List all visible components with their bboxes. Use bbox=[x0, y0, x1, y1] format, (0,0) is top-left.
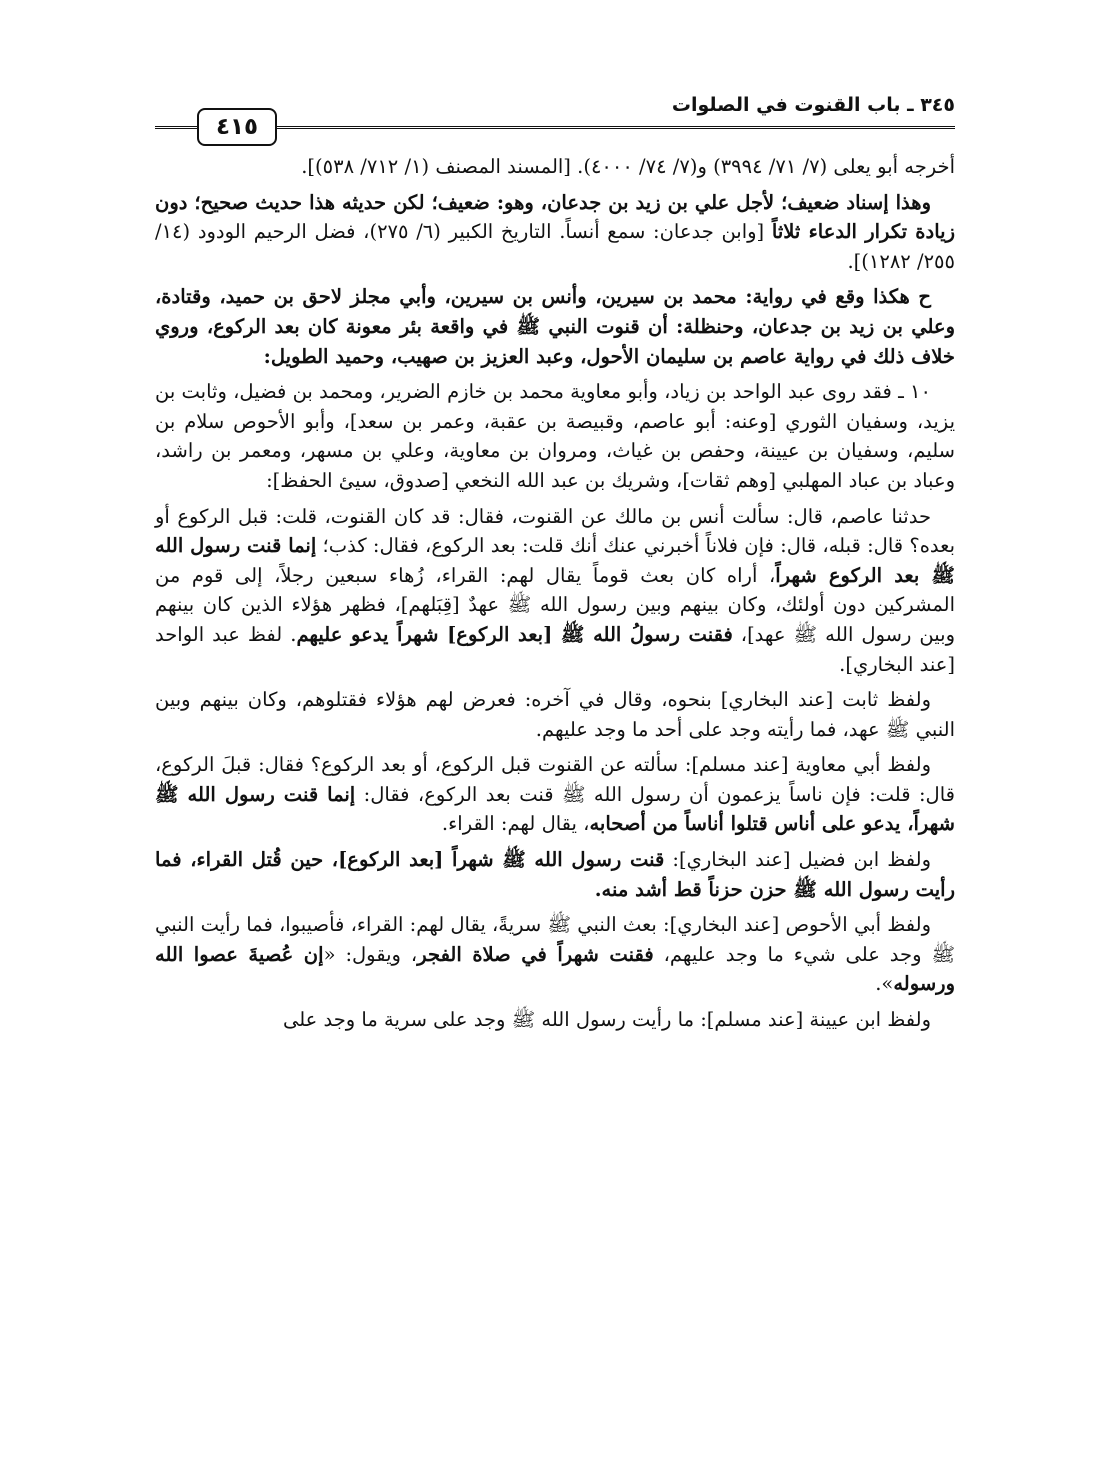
text-segment: ولفظ أبي الأحوص [عند البخاري]: بعث النبي ﷺ سريةً، يقال لهم: القراء، فأصيبوا، فما رأيت النبي ﷺ وجد على شيء ما وجد عليهم، bbox=[155, 913, 955, 966]
text-segment: [وابن جدعان: سمع أنساً. التاريخ الكبير (٦/ ٢٧٥)، فضل الرحيم الودود (١٤/ ٢٥٥/ ١٢٨٢)]. bbox=[155, 220, 955, 273]
text-segment: إنما قنت رسول الله ﷺ شهراً، يدعو على أناس قتلوا أناساً من أصحابه bbox=[155, 782, 955, 836]
text-segment: فقنت شهراً في صلاة الفجر bbox=[417, 942, 654, 966]
page-number: ٤١٥ bbox=[197, 108, 277, 146]
text-segment: ح هكذا وقع في رواية: محمد بن سيرين، وأنس بن سيرين، وأبي مجلز لاحق بن حميد، وقتادة، وعلي بن زيد بن جدعان، وحنظلة: أن قنوت النبي ﷺ في واقعة بئر معونة كان بعد الركوع، وروي خلاف ذلك في رواية عاصم بن سليمان الأحول، وعبد العزيز بن صهيب، وحميد الطويل: bbox=[155, 285, 955, 368]
chapter-title: ٣٤٥ ـ باب القنوت في الصلوات bbox=[671, 94, 955, 116]
paragraph-p3 bbox=[155, 282, 955, 371]
text-segment: أخرجه أبو يعلى (٧/ ٧١/ ٣٩٩٤) و(٧/ ٧٤/ ٤٠٠٠). [المسند المصنف (١/ ٧١٢/ ٥٣٨)]. bbox=[301, 155, 955, 178]
paragraph-p8 bbox=[155, 845, 955, 904]
text-segment: ، يقال لهم: القراء. bbox=[441, 812, 590, 836]
paragraph-p6 bbox=[155, 685, 955, 744]
text-segment: ، ويقول: « bbox=[323, 942, 418, 966]
text-segment: وهذا إسناد ضعيف؛ لأجل علي بن زيد بن جدعان، وهو: ضعيف؛ لكن حديثه هذا حديث صحيح؛ دون زيادة تكرار الدعاء ثلاثاً bbox=[155, 190, 955, 244]
text-segment: حدثنا عاصم، قال: سألت أنس بن مالك عن القنوت، فقال: قد كان القنوت، قلت: قبل الركوع أو بعده؟ قال: قبله، قال: فإن فلاناً أخبرني عنك أنك قلت: بعد الركوع، فقال: كذب؛ bbox=[155, 504, 955, 558]
text-segment: ولفظ أبي معاوية [عند مسلم]: سألته عن القنوت قبل الركوع، أو بعد الركوع؟ فقال: قبلَ الركوع، قال: قلت: فإن ناساً يزعمون أن رسول الله ﷺ قنت بعد الركوع، فقال: bbox=[155, 753, 955, 806]
paragraph-p1 bbox=[155, 152, 955, 182]
text-segment: ، أراه كان بعث قوماً يقال لهم: القراء، زُهاء سبعين رجلاً، إلى قوم من المشركين دون أولئك، وكان بينهم وبين رسول الله ﷺ عهدٌ [قِبَلهم]، فظهر هؤلاء الذين كان بينهم وبين رسول الله ﷺ عهد]، bbox=[155, 563, 955, 646]
text-segment: قنت رسول الله ﷺ شهراً [بعد الركوع]، حين قُتل القراء، فما رأيت رسول الله ﷺ حزن حزناً قط أشد منه. bbox=[155, 848, 955, 901]
text-segment: ». bbox=[875, 972, 894, 996]
text-segment: ولفظ ثابت [عند البخاري] بنحوه، وقال في آخره: فعرض لهم هؤلاء فقتلوهم، وكان بينهم وبين النبي ﷺ عهد، فما رأيته وجد على أحد ما وجد عليهم. bbox=[155, 688, 955, 741]
text-segment: ولفظ ابن عيينة [عند مسلم]: ما رأيت رسول الله ﷺ وجد على سرية ما وجد على bbox=[282, 1008, 931, 1032]
paragraph-p2 bbox=[155, 188, 955, 277]
text-segment: ١٠ ـ فقد روى عبد الواحد بن زياد، وأبو معاوية محمد بن خازم الضرير، ومحمد بن فضيل، وثابت بن يزيد، وسفيان الثوري [وعنه: أبو عاصم، وقبيصة بن عقبة، وعمر بن سعد]، وأبو الأحوص سلام بن سليم، وسفيان بن عيينة، وحفص بن غياث، ومروان بن معاوية، وعلي بن مسهر، ومعمر بن راشد، وعباد بن عباد المهلبي [وهم ثقات]، وشريك بن عبد الله النخعي [صدوق، سيئ الحفظ]: bbox=[155, 380, 955, 492]
paragraph-p10 bbox=[155, 1005, 955, 1035]
text-segment: فقنت رسولُ الله ﷺ [بعد الركوع] شهراً يدعو عليهم bbox=[296, 622, 733, 646]
paragraph-p4 bbox=[155, 377, 955, 495]
paragraph-p9 bbox=[155, 910, 955, 999]
page-body bbox=[155, 152, 955, 1041]
page-header bbox=[155, 92, 955, 140]
text-segment: ولفظ ابن فضيل [عند البخاري]: bbox=[664, 848, 931, 872]
text-segment: إنما قنت رسول الله ﷺ بعد الركوع شهراً bbox=[155, 534, 955, 587]
text-segment: . لفظ عبد الواحد [عند البخاري]. bbox=[155, 622, 955, 676]
paragraph-p7 bbox=[155, 750, 955, 839]
text-segment: إن عُصيةَ عصوا الله ورسوله bbox=[155, 942, 955, 996]
paragraph-p5 bbox=[155, 502, 955, 680]
